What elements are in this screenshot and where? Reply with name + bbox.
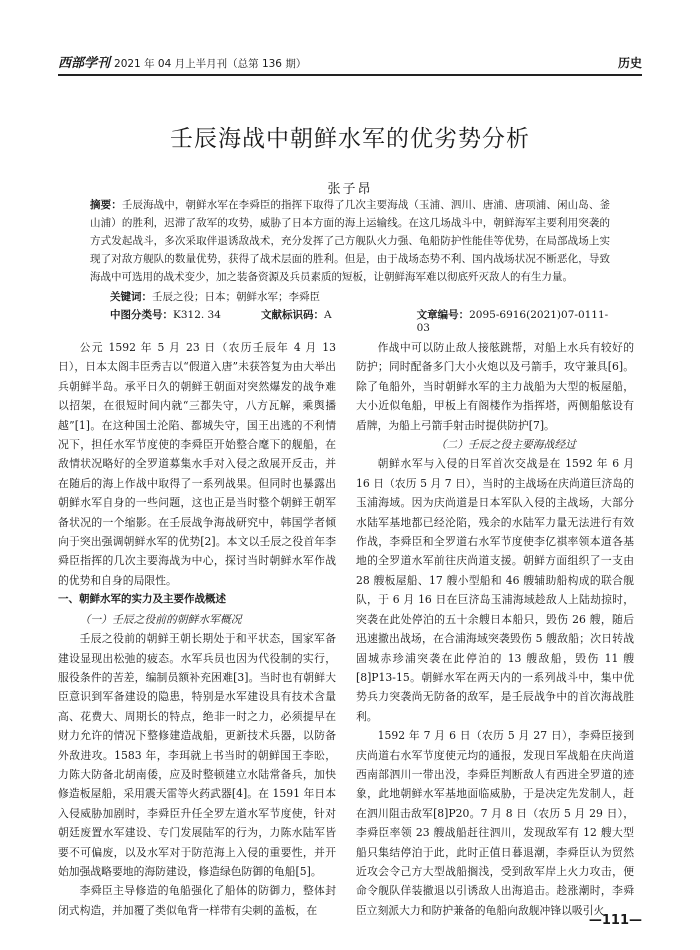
header-left xyxy=(58,52,306,74)
article-meta xyxy=(110,307,610,334)
paragraph: 作战中可以防止敌人接舷跳帮，对船上水兵有较好的防护；同时配备多门大小火炮以及弓箭手，攻守兼具[6]。除了龟船外，当时朝鲜水军的主力战船为大型的板屋船，大小近似龟船，甲板上有阁楼作为指挥塔，两侧船舷设有盾牌，为船上弓箭手射击时提供防护[7]。 xyxy=(356,341,634,432)
page-number: —111— xyxy=(588,913,642,928)
right-column xyxy=(356,338,634,920)
issue-info: 2021 年 04 月上半月刊（总第 136 期） xyxy=(114,58,307,70)
abstract xyxy=(90,196,610,286)
paragraph: 公元 1592 年 5 月 23 日（农历壬辰年 4 月 13 日），日本太阁丰臣秀吉以“假道入唐”未获答复为由大举出兵朝鲜半岛。承平日久的朝鲜王朝面对突然爆发的战争难以招架，在很短时间内就“三都失守，八方瓦解，乘舆播越”[1]。在这种国土沦陷、都城失守，国王出逃的不利情况下，担任水军节度使的李舜臣开始整合麾下的舰船，在敌情状况略好的全罗道募集水手对入侵之敌展开反击，并在随后的海上作战中取得了一系列战果。但同时也暴露出朝鲜水军自身的一些问题，这也正是当时整个朝鲜王朝军备状况的一个缩影。在壬辰战争海战研究中，韩国学者倾向于突出强调朝鲜水军的优势[2]。本文以壬辰之役首年李舜臣指挥的几次主要海战为中心，探讨当时朝鲜水军作战的优势和自身的局限性。 xyxy=(58,341,336,587)
id-value: 2095-6916(2021)07-0111-03 xyxy=(416,309,609,334)
abstract-label: 摘要： xyxy=(90,199,122,211)
subsection-heading: （二）壬辰之役主要海战经过 xyxy=(435,438,576,452)
journal-logo: 西部学刊 xyxy=(58,56,111,71)
keywords-text: 壬辰之役；日本；朝鲜水军；李舜臣 xyxy=(152,291,320,303)
doc-code xyxy=(261,307,417,334)
subsection-heading: （一）壬辰之役前的朝鲜水军概况 xyxy=(79,612,242,626)
paragraph: 李舜臣主导修造的龟船强化了船体的防御力，整体封闭式构造，并加覆了类似龟背一样带有尖刺的盖板，在 xyxy=(58,884,336,917)
keywords-label: 关键词： xyxy=(110,291,152,303)
id-label: 文章编号： xyxy=(416,309,470,321)
section-heading: 一、朝鲜水军的实力及主要作战概述 xyxy=(58,593,226,606)
doc-value: A xyxy=(323,309,332,321)
doc-label: 文献标识码： xyxy=(260,309,324,321)
abstract-text: 壬辰海战中，朝鲜水军在李舜臣的指挥下取得了几次主要海战（玉浦、泗川、唐浦、唐项浦、闲山岛、釜山浦）的胜利，迟滞了敌军的攻势，威胁了日本方面的海上运输线。在这几场战斗中，朝鲜海军主要利用突袭的方式发起战斗，多次采取伴退诱敌战术，充分发挥了己方舰队火力强、龟船防护性能佳等优势，在局部战场上实现了对敌方舰队的数量优势，获得了战术层面的胜利。但是，由于战场态势不利、国内战场状况不断恶化，导致海战中可选用的战术变少，加之装备资源及兵员素质的短板，让朝鲜海军难以彻底歼灭敌人的有生力量。 xyxy=(90,199,610,283)
article-title: 壬辰海战中朝鲜水军的优劣势分析 xyxy=(170,126,530,152)
paragraph: 壬辰之役前的朝鲜王朝长期处于和平状态，国家军备建设显现出松弛的疲态。水军兵员也因为代役制的实行，服役条件的苦差，编制员额补充困难[3]。当时也有朝鲜大臣意识到军备建设的隐患，特别是水军建设具有技术含量高、花费大、周期长的特点，绝非一时之力，必须提早在财力允许的情况下整修建造战船，更新技术兵器，以防备外敌进攻。1583 年，李珥就上书当时的朝鲜国王李昖，力陈大防备北胡南倭，应及时整顿建立水陆常备兵，加快修造板屋船，采用震天雷等火药武器[4]。在 1591 年日本入侵威胁加剧时，李舜臣升任全罗左道水军节度使，针对朝廷废置水军建设、专门发展陆军的行为，力陈水陆军皆要不可偏废，以及水军对于防范海上入侵的重要性，并开始加强战略要地的海防建设，修造绿色防御的龟船[5]。 xyxy=(58,632,336,878)
article-id xyxy=(417,307,610,334)
author-name: 张子昂 xyxy=(327,182,373,197)
clc-label: 中图分类号： xyxy=(110,309,173,321)
clc-value: K312. 34 xyxy=(173,309,221,321)
keywords xyxy=(110,289,320,304)
clc-number xyxy=(110,307,261,334)
paragraph: 1592 年 7 月 6 日（农历 5 月 27 日），李舜臣接到庆尚道右水军节度使元均的通报，发现日军战船在庆尚道西南部泗川一带出没，李舜臣判断敌人有西进全罗道的迹象，此地朝鲜水军基地面临威胁，于是决定先发制人，赶在泗川阻击敌军[8]P20。7 月 8 日（农历 5 月 29 日），李舜臣率领 23 艘战船赶往泗川，发现敌军有 12 艘大型船只集结停泊于此，此时正值日暮退潮，李舜臣认为贸然近攻会令己方大型战船搁浅，受到敌军岸上火力攻击，便命令舰队佯装撤退以引诱敌人出海追击。趁涨潮时，李舜臣立刻派大力和防护兼备的龟船向敌舰冲锋以吸引火 xyxy=(356,729,634,917)
paragraph: 朝鲜水军与入侵的日军首次交战是在 1592 年 6 月 16 日（农历 5 月 7 日），当时的主战场在庆尚道巨济岛的玉浦海域。因为庆尚道是日本军队入侵的主战场，大部分水陆军基地都已经沦陷，残余的水陆军力量无法进行有效作战，李舜臣和全罗道右水军节度使李亿祺率领本道各基地的全罗道水军前往庆尚道支援。朝鲜方面组织了一支由 28 艘板屋船、17 艘小型船和 46 艘辅助船构成的联合舰队，于 6 月 16 日在巨济岛玉浦海域趁敌人上陆劫掠时，突袭在此处停泊的五十余艘日本船只，毁伤 26 艘，随后迅速撤出战场，在合浦海域突袭毁伤 5 艘敌船；次日转战固城赤珍浦突袭在此停泊的 13 艘敌船，毁伤 11 艘[8]P13-15。朝鲜水军在两天内的一系列战斗中，集中优势兵力突袭尚无防备的敌军，是壬辰战争中的首次海战胜利。 xyxy=(356,457,634,723)
left-column xyxy=(58,338,336,920)
page-header xyxy=(58,50,642,76)
section-label: 历史 xyxy=(617,56,642,70)
